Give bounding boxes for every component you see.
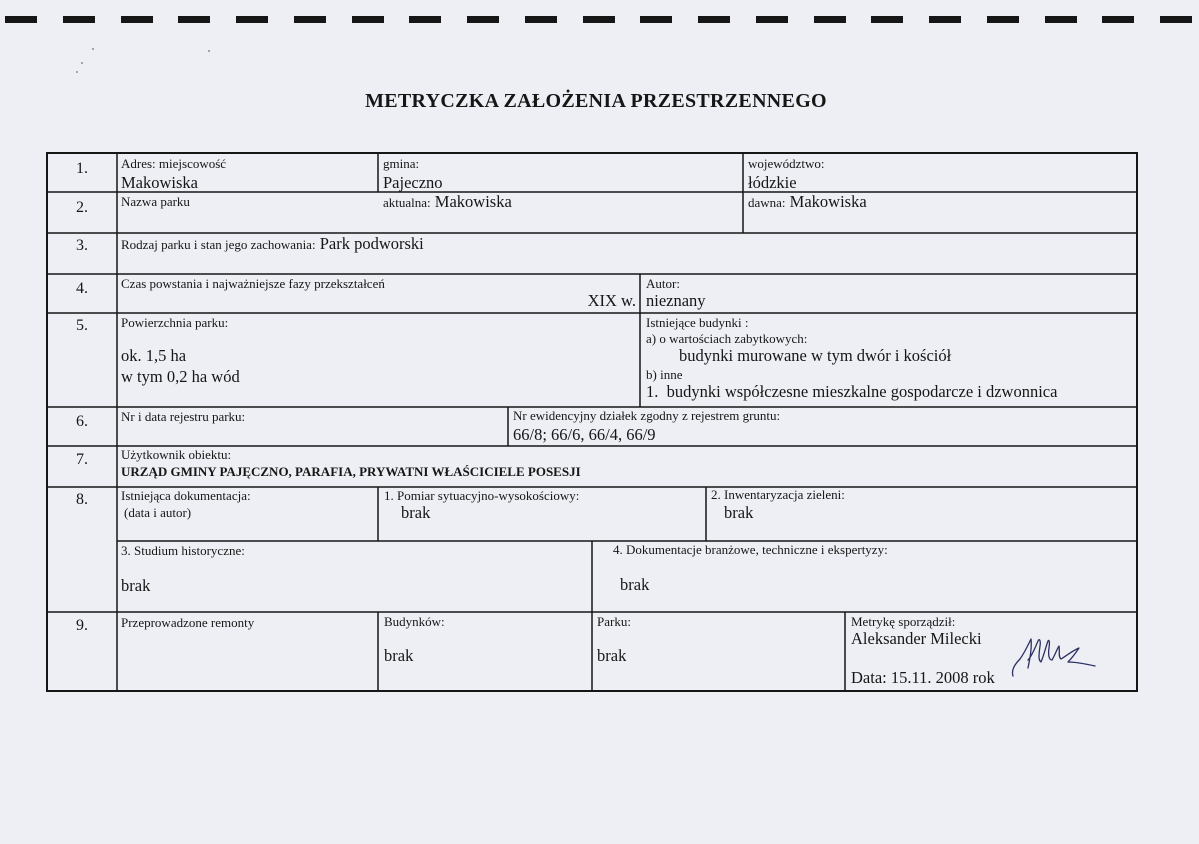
area-water-value: w tym 0,2 ha wód bbox=[121, 367, 240, 386]
buildings-label: Istniejące budynki : bbox=[646, 315, 749, 330]
greenery-value: brak bbox=[724, 503, 754, 522]
park-name-label: Nazwa parku bbox=[121, 194, 190, 209]
date-field bbox=[851, 670, 995, 687]
voivodeship-label: województwo: bbox=[748, 156, 825, 171]
other-buildings-label: b) inne bbox=[646, 367, 683, 382]
park-type-value: Park podworski bbox=[319, 234, 424, 253]
commune-label: gmina: bbox=[383, 156, 420, 171]
survey-value: brak bbox=[401, 503, 431, 522]
prepared-by-value: Aleksander Milecki bbox=[851, 629, 982, 648]
buildings-repairs-label: Budynków: bbox=[384, 614, 445, 629]
documentation-sublabel: (data i autor) bbox=[124, 505, 192, 520]
expert-docs-label: 4. Dokumentacje branżowe, techniczne i ekspertyzy: bbox=[613, 542, 888, 557]
area-total-value: ok. 1,5 ha bbox=[121, 346, 187, 365]
locality-value: Makowiska bbox=[121, 173, 198, 192]
current-name-field bbox=[383, 194, 512, 211]
user-label: Użytkownik obiektu: bbox=[121, 447, 232, 462]
prepared-by-label: Metrykę sporządził: bbox=[851, 614, 956, 629]
current-name-label: aktualna: bbox=[383, 195, 431, 210]
period-value: XIX w. bbox=[587, 291, 636, 310]
expert-docs-value: brak bbox=[620, 575, 650, 594]
current-name-value: Makowiska bbox=[434, 192, 512, 211]
commune-value: Pajeczno bbox=[383, 173, 443, 192]
park-type-label: Rodzaj parku i stan jego zachowania: bbox=[121, 237, 316, 252]
documentation-label: Istniejąca dokumentacja: bbox=[121, 488, 251, 503]
user-value: URZĄD GMINY PAJĘCZNO, PARAFIA, PRYWATNI WŁAŚCICIELE POSESJI bbox=[121, 464, 581, 479]
row-number: 5. bbox=[76, 317, 88, 334]
row-number: 3. bbox=[76, 237, 88, 254]
park-repairs-label: Parku: bbox=[597, 614, 631, 629]
author-value: nieznany bbox=[646, 291, 706, 310]
row-number: 4. bbox=[76, 280, 88, 297]
former-name-label: dawna: bbox=[748, 195, 786, 210]
history-study-label: 3. Studium historyczne: bbox=[121, 543, 245, 558]
row-number: 7. bbox=[76, 451, 88, 468]
area-label: Powierzchnia parku: bbox=[121, 315, 229, 330]
period-label: Czas powstania i najważniejsze fazy przekształceń bbox=[121, 276, 385, 291]
row-number: 2. bbox=[76, 199, 88, 216]
locality-label: Adres: miejscowość bbox=[121, 156, 227, 171]
date-label: Data: bbox=[851, 668, 887, 687]
parcels-label: Nr ewidencyjny działek zgodny z rejestrem gruntu: bbox=[513, 408, 781, 423]
date-value: 15.11. 2008 rok bbox=[890, 668, 995, 687]
row-number: 9. bbox=[76, 617, 88, 634]
row-number: 1. bbox=[76, 160, 88, 177]
document-title: METRYCZKA ZAŁOŻENIA PRZESTRZENNEGO bbox=[365, 90, 827, 112]
history-study-value: brak bbox=[121, 576, 151, 595]
park-type-field bbox=[121, 236, 424, 253]
historic-buildings-value: budynki murowane w tym dwór i kościół bbox=[679, 346, 952, 365]
author-label: Autor: bbox=[646, 276, 680, 291]
park-repairs-value: brak bbox=[597, 646, 627, 665]
row-number: 6. bbox=[76, 413, 88, 430]
parcels-value: 66/8; 66/6, 66/4, 66/9 bbox=[513, 425, 656, 444]
former-name-field bbox=[748, 194, 867, 211]
other-buildings-value: 1. budynki współczesne mieszkalne gospodarcze i dzwonnica bbox=[646, 382, 1058, 401]
survey-label: 1. Pomiar sytuacyjno-wysokościowy: bbox=[384, 488, 580, 503]
row-number: 8. bbox=[76, 491, 88, 508]
former-name-value: Makowiska bbox=[789, 192, 867, 211]
signature bbox=[1012, 639, 1095, 676]
buildings-repairs-value: brak bbox=[384, 646, 414, 665]
repairs-label: Przeprowadzone remonty bbox=[121, 615, 255, 630]
greenery-label: 2. Inwentaryzacja zieleni: bbox=[711, 487, 845, 502]
historic-buildings-label: a) o wartościach zabytkowych: bbox=[646, 331, 808, 346]
voivodeship-value: łódzkie bbox=[748, 173, 797, 192]
register-label: Nr i data rejestru parku: bbox=[121, 409, 246, 424]
